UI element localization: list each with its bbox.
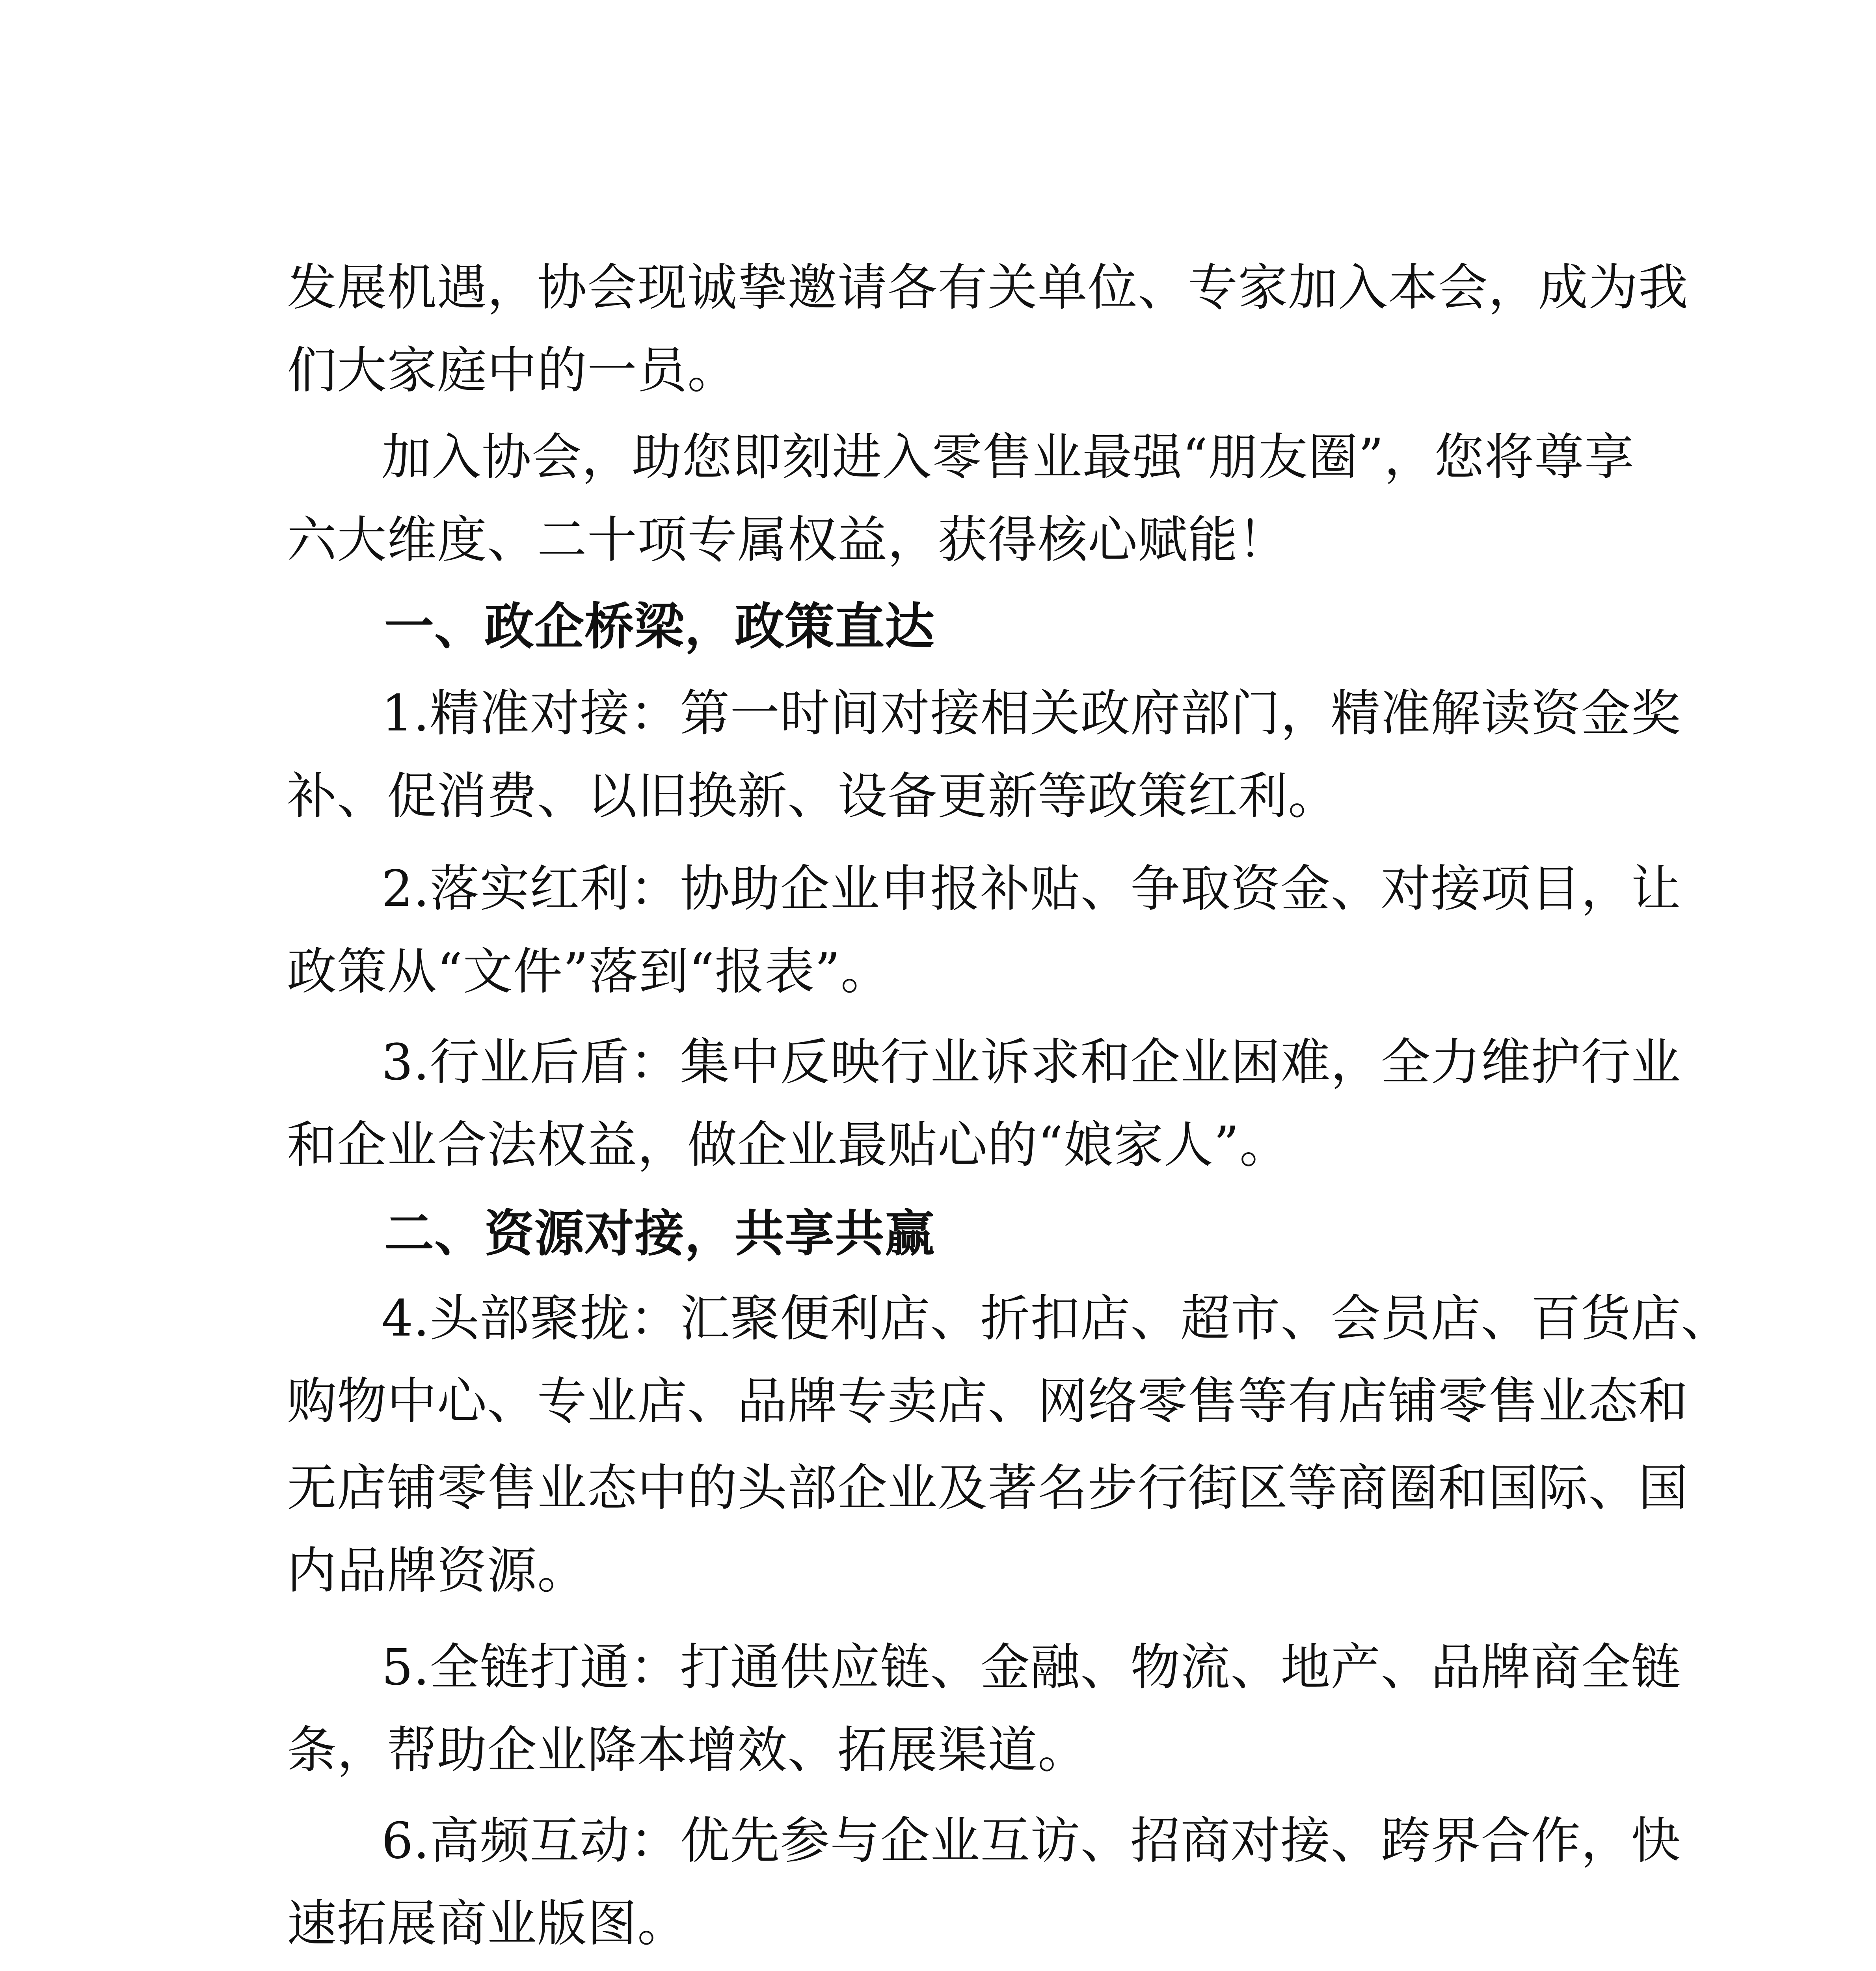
paragraph-line: 2.落实红利：协助企业申报补贴、争取资金、对接项目，让 [382, 860, 1681, 918]
paragraph-line: 加入协会，助您即刻进入零售业最强“朋友圈”，您将尊享 [382, 428, 1634, 486]
paragraph-line: 1.精准对接：第一时间对接相关政府部门，精准解读资金奖 [382, 684, 1681, 742]
paragraph-line: 无店铺零售业态中的头部企业及著名步行街区等商圈和国际、国 [287, 1459, 1688, 1517]
paragraph-line: 和企业合法权益，做企业最贴心的“娘家人”。 [287, 1116, 1290, 1174]
paragraph-line: 购物中心、专业店、品牌专卖店、网络零售等有店铺零售业态和 [287, 1372, 1688, 1430]
section-heading: 二、资源对接，共享共赢 [384, 1205, 935, 1263]
paragraph-line: 3.行业后盾：集中反映行业诉求和企业困难，全力维护行业 [382, 1033, 1681, 1091]
paragraph-line: 4.头部聚拢：汇聚便利店、折扣店、超市、会员店、百货店、 [382, 1289, 1731, 1347]
paragraph-line: 条，帮助企业降本增效、拓展渠道。 [287, 1721, 1088, 1779]
paragraph-line: 内品牌资源。 [287, 1542, 587, 1600]
paragraph-line: 政策从“文件”落到“报表”。 [287, 943, 891, 1000]
paragraph-line: 5.全链打通：打通供应链、金融、物流、地产、品牌商全链 [382, 1638, 1681, 1696]
paragraph-line: 六大维度、二十项专属权益，获得核心赋能！ [287, 511, 1288, 569]
section-heading: 一、政企桥梁，政策直达 [384, 598, 935, 656]
paragraph-line: 速拓展商业版图。 [287, 1895, 687, 1952]
paragraph-line: 发展机遇，协会现诚挚邀请各有关单位、专家加入本会，成为我 [287, 259, 1688, 317]
paragraph-line: 补、促消费、以旧换新、设备更新等政策红利。 [287, 767, 1338, 825]
paragraph-line: 们大家庭中的一员。 [287, 341, 737, 399]
paragraph-line: 6.高频互动：优先参与企业互访、招商对接、跨界合作，快 [382, 1812, 1681, 1870]
